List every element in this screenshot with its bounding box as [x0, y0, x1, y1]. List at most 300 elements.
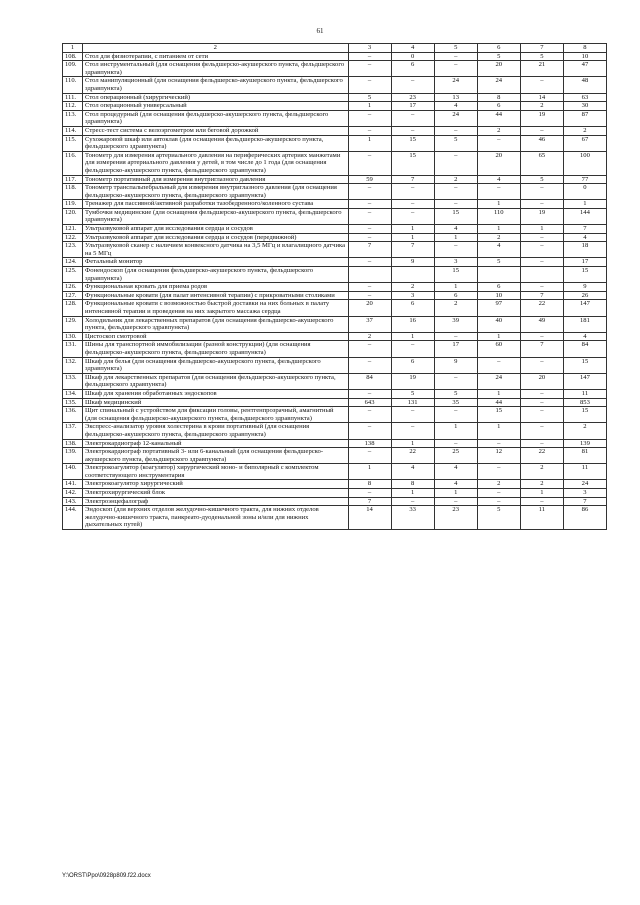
value-cell: –	[520, 497, 563, 506]
table-row	[63, 61, 607, 77]
value-cell: 110	[477, 208, 520, 224]
value-cell: 37	[348, 316, 391, 332]
value-cell: 22	[520, 448, 563, 464]
table-row	[63, 448, 607, 464]
value-cell: 77	[563, 175, 606, 184]
table-row	[63, 373, 607, 389]
table-row	[63, 341, 607, 357]
equipment-name: Эндоскоп (для верхних отделов желудочно-кишечного тракта, для нижних отделов желудочно-кишечного тракта, панкреато-дуоденальной зоны и/или для нижних дыхательных путей)	[83, 506, 348, 530]
header-cell: 3	[348, 44, 391, 53]
row-number: 140.	[63, 464, 83, 480]
value-cell: 5	[434, 135, 477, 151]
value-cell: 2	[434, 300, 477, 316]
table-row	[63, 233, 607, 242]
value-cell: –	[520, 184, 563, 200]
value-cell: –	[434, 373, 477, 389]
equipment-table	[62, 43, 607, 530]
equipment-name: Ультразвуковой сканер с наличием конвексного датчика на 3,5 МГц и влагалищного датчика на 5 МГц	[83, 242, 348, 258]
value-cell: 4	[434, 102, 477, 111]
equipment-name: Электроэнцефалограф	[83, 497, 348, 506]
row-number: 136.	[63, 407, 83, 423]
value-cell: 20	[477, 151, 520, 175]
value-cell: 6	[391, 357, 434, 373]
value-cell: 18	[563, 242, 606, 258]
table-row	[63, 184, 607, 200]
row-number: 118.	[63, 184, 83, 200]
row-number: 121.	[63, 225, 83, 234]
value-cell: 15	[563, 357, 606, 373]
value-cell: 21	[520, 61, 563, 77]
equipment-name: Тренажер для пассивной/активной разработки тазобедренного/коленного сустава	[83, 200, 348, 209]
value-cell: 1	[391, 332, 434, 341]
value-cell: 86	[563, 506, 606, 530]
row-number: 119.	[63, 200, 83, 209]
header-cell: 6	[477, 44, 520, 53]
row-number: 125.	[63, 267, 83, 283]
value-cell: 853	[563, 398, 606, 407]
value-cell: –	[348, 200, 391, 209]
value-cell: 46	[520, 135, 563, 151]
value-cell: –	[348, 77, 391, 93]
value-cell: –	[348, 341, 391, 357]
value-cell: –	[391, 341, 434, 357]
value-cell: –	[391, 407, 434, 423]
table-row	[63, 175, 607, 184]
row-number: 141.	[63, 480, 83, 489]
value-cell: 1	[477, 332, 520, 341]
value-cell: 47	[563, 61, 606, 77]
value-cell: 13	[434, 93, 477, 102]
table-row	[63, 77, 607, 93]
value-cell: 14	[520, 93, 563, 102]
equipment-name: Шкаф для хранения обработанных эндоскопов	[83, 389, 348, 398]
value-cell: –	[477, 184, 520, 200]
value-cell	[477, 267, 520, 283]
value-cell: 6	[391, 300, 434, 316]
value-cell: 39	[434, 316, 477, 332]
table-row	[63, 389, 607, 398]
row-number: 143.	[63, 497, 83, 506]
value-cell: 48	[563, 77, 606, 93]
value-cell: 1	[434, 423, 477, 439]
value-cell: 1	[391, 233, 434, 242]
row-number: 134.	[63, 389, 83, 398]
value-cell: –	[348, 126, 391, 135]
value-cell: 15	[434, 267, 477, 283]
table-row	[63, 151, 607, 175]
value-cell: 11	[563, 389, 606, 398]
value-cell: 0	[563, 184, 606, 200]
row-number: 131.	[63, 341, 83, 357]
value-cell: 20	[520, 373, 563, 389]
value-cell: 144	[563, 208, 606, 224]
value-cell: 20	[348, 300, 391, 316]
value-cell: 1	[434, 283, 477, 292]
value-cell: –	[520, 126, 563, 135]
row-number: 112.	[63, 102, 83, 111]
row-number: 110.	[63, 77, 83, 93]
value-cell: –	[391, 200, 434, 209]
value-cell: 8	[391, 480, 434, 489]
equipment-name: Фетальный монитор	[83, 258, 348, 267]
value-cell: –	[348, 184, 391, 200]
value-cell: 138	[348, 439, 391, 448]
value-cell: 65	[520, 151, 563, 175]
value-cell: 1	[348, 135, 391, 151]
value-cell: 8	[477, 93, 520, 102]
value-cell: 11	[520, 506, 563, 530]
table-row	[63, 126, 607, 135]
value-cell: 30	[563, 102, 606, 111]
value-cell: 1	[477, 200, 520, 209]
value-cell: 1	[477, 389, 520, 398]
header-cell: 1	[63, 44, 83, 53]
equipment-name: Тонометр портативный для измерения внутриглазного давления	[83, 175, 348, 184]
equipment-name: Электрокоагулятор хирургический	[83, 480, 348, 489]
row-number: 117.	[63, 175, 83, 184]
row-number: 123.	[63, 242, 83, 258]
value-cell: 25	[434, 448, 477, 464]
value-cell: 15	[563, 267, 606, 283]
value-cell: 9	[434, 357, 477, 373]
value-cell: –	[520, 258, 563, 267]
value-cell: 24	[434, 77, 477, 93]
equipment-name: Стол операционный универсальный	[83, 102, 348, 111]
row-number: 122.	[63, 233, 83, 242]
table-row	[63, 489, 607, 498]
table-row	[63, 110, 607, 126]
value-cell: –	[434, 332, 477, 341]
value-cell: –	[477, 357, 520, 373]
row-number: 132.	[63, 357, 83, 373]
table-row	[63, 332, 607, 341]
value-cell: –	[520, 242, 563, 258]
value-cell: –	[391, 208, 434, 224]
value-cell	[391, 267, 434, 283]
value-cell: 49	[520, 316, 563, 332]
equipment-name: Электрокардиограф 12-канальный	[83, 439, 348, 448]
equipment-name: Электрохирургический блок	[83, 489, 348, 498]
value-cell: 81	[563, 448, 606, 464]
value-cell: –	[391, 126, 434, 135]
value-cell: 2	[477, 233, 520, 242]
table-row	[63, 52, 607, 61]
value-cell: 1	[563, 200, 606, 209]
value-cell: 5	[520, 175, 563, 184]
value-cell: 139	[563, 439, 606, 448]
equipment-name: Щит спинальный с устройством для фиксации головы, рентгенпрозрачный, амагнитный (для оснащения фельдшерско-акушерского пункта, фельдшерского здравпункта)	[83, 407, 348, 423]
value-cell: 2	[477, 480, 520, 489]
header-cell: 4	[391, 44, 434, 53]
value-cell: 7	[520, 291, 563, 300]
value-cell: 33	[391, 506, 434, 530]
value-cell: 7	[348, 242, 391, 258]
row-number: 128.	[63, 300, 83, 316]
equipment-name: Стол для физиотерапии, с питанием от сети	[83, 52, 348, 61]
value-cell: –	[434, 407, 477, 423]
row-number: 115.	[63, 135, 83, 151]
value-cell: 1	[520, 489, 563, 498]
row-number: 127.	[63, 291, 83, 300]
value-cell: 3	[391, 291, 434, 300]
value-cell: 7	[520, 341, 563, 357]
value-cell: –	[391, 110, 434, 126]
value-cell: –	[348, 151, 391, 175]
equipment-name: Сухожаровой шкаф или автоклав (для оснащения фельдшерско-акушерского пункта, фельдшерского здравпункта)	[83, 135, 348, 151]
equipment-name: Тонометр транспальпебральный для измерения внутриглазного давления (для оснащения фельдшерско-акушерского пункта, фельдшерского здравпункта)	[83, 184, 348, 200]
value-cell: 40	[477, 316, 520, 332]
row-number: 142.	[63, 489, 83, 498]
row-number: 144.	[63, 506, 83, 530]
value-cell: 6	[391, 61, 434, 77]
value-cell: 19	[520, 208, 563, 224]
value-cell: –	[520, 389, 563, 398]
value-cell: 17	[434, 341, 477, 357]
table-row	[63, 398, 607, 407]
value-cell: 4	[434, 480, 477, 489]
value-cell: –	[520, 423, 563, 439]
row-number: 109.	[63, 61, 83, 77]
value-cell: –	[477, 439, 520, 448]
value-cell: –	[520, 439, 563, 448]
value-cell: –	[348, 489, 391, 498]
table-row	[63, 497, 607, 506]
table-row	[63, 258, 607, 267]
page-number: 61	[316, 27, 324, 35]
value-cell: 60	[477, 341, 520, 357]
equipment-name: Фонендоскоп (для оснащения фельдшерско-акушерского пункта, фельдшерского здравпункта)	[83, 267, 348, 283]
equipment-name: Стресс-тест система с велоэргометром или беговой дорожкой	[83, 126, 348, 135]
table-row	[63, 135, 607, 151]
value-cell: –	[477, 489, 520, 498]
value-cell: 7	[563, 497, 606, 506]
value-cell: 1	[391, 225, 434, 234]
table-row	[63, 102, 607, 111]
equipment-name: Ультразвуковой аппарат для исследования сердца и сосудов (передвижной)	[83, 233, 348, 242]
equipment-name: Цистоскоп смотровой	[83, 332, 348, 341]
value-cell: –	[348, 110, 391, 126]
value-cell: 23	[434, 506, 477, 530]
value-cell: –	[520, 357, 563, 373]
table-row	[63, 291, 607, 300]
value-cell: 7	[391, 175, 434, 184]
table-row	[63, 208, 607, 224]
row-number: 114.	[63, 126, 83, 135]
equipment-name: Шкаф для белья (для оснащения фельдшерско-акушерского пункта, фельдшерского здравпункта)	[83, 357, 348, 373]
value-cell: 2	[477, 126, 520, 135]
table-row	[63, 506, 607, 530]
header-cell: 7	[520, 44, 563, 53]
value-cell: 84	[348, 373, 391, 389]
row-number: 113.	[63, 110, 83, 126]
table-row	[63, 357, 607, 373]
value-cell: –	[477, 135, 520, 151]
value-cell: 12	[477, 448, 520, 464]
value-cell: 44	[477, 110, 520, 126]
equipment-name: Функциональная кровать для приема родов	[83, 283, 348, 292]
value-cell: 20	[477, 61, 520, 77]
row-number: 124.	[63, 258, 83, 267]
value-cell: 1	[477, 225, 520, 234]
equipment-name: Холодильник для лекарственных препаратов (для оснащения фельдшерско-акушерского пункта, фельдшерского здравпункта)	[83, 316, 348, 332]
value-cell: 131	[391, 398, 434, 407]
value-cell: 0	[391, 52, 434, 61]
value-cell: 2	[434, 175, 477, 184]
value-cell: –	[434, 242, 477, 258]
value-cell: 35	[434, 398, 477, 407]
value-cell: 1	[520, 225, 563, 234]
value-cell	[348, 267, 391, 283]
value-cell: 9	[391, 258, 434, 267]
value-cell: 4	[434, 464, 477, 480]
value-cell: 15	[477, 407, 520, 423]
header-cell: 2	[83, 44, 348, 53]
value-cell: 2	[391, 283, 434, 292]
row-number: 135.	[63, 398, 83, 407]
row-number: 139.	[63, 448, 83, 464]
table-row	[63, 93, 607, 102]
value-cell: 15	[391, 151, 434, 175]
header-cell: 5	[434, 44, 477, 53]
value-cell: 4	[391, 464, 434, 480]
value-cell: 23	[391, 93, 434, 102]
table-row	[63, 423, 607, 439]
table-row	[63, 464, 607, 480]
value-cell: –	[391, 423, 434, 439]
value-cell: 24	[477, 77, 520, 93]
value-cell: –	[520, 200, 563, 209]
value-cell: 4	[477, 242, 520, 258]
value-cell: 181	[563, 316, 606, 332]
equipment-name: Электрокоагулятор (коагулятор) хирургический моно- и биполярный с комплектом соответствующего инструментария	[83, 464, 348, 480]
value-cell: –	[477, 464, 520, 480]
value-cell: 5	[391, 389, 434, 398]
row-number: 130.	[63, 332, 83, 341]
row-number: 120.	[63, 208, 83, 224]
value-cell: –	[348, 283, 391, 292]
value-cell: –	[520, 407, 563, 423]
table-header-row	[63, 44, 607, 53]
equipment-name: Стол манипуляционный (для оснащения фельдшерско-акушерского пункта, фельдшерского здравпункта)	[83, 77, 348, 93]
value-cell: 4	[563, 332, 606, 341]
value-cell: 22	[520, 300, 563, 316]
equipment-name: Функциональные кровати с возможностью быстрой доставки на них больных в палату интенсивной терапии и проведения на них закрытого массажа сердца	[83, 300, 348, 316]
value-cell: 7	[563, 225, 606, 234]
value-cell: 24	[434, 110, 477, 126]
value-cell: 5	[477, 506, 520, 530]
value-cell: 6	[477, 283, 520, 292]
value-cell: 97	[477, 300, 520, 316]
table-row	[63, 225, 607, 234]
value-cell: 24	[477, 373, 520, 389]
value-cell: 2	[520, 480, 563, 489]
value-cell: –	[520, 332, 563, 341]
row-number: 111.	[63, 93, 83, 102]
equipment-name: Шкаф для лекарственных препаратов (для оснащения фельдшерско-акушерского пункта, фельдшерского здравпункта)	[83, 373, 348, 389]
value-cell: 147	[563, 373, 606, 389]
value-cell: 2	[563, 126, 606, 135]
value-cell: –	[348, 423, 391, 439]
equipment-name: Шины для транспортной иммобилизации (разной конструкции) (для оснащения фельдшерско-акушерского пункта, фельдшерского здравпункта)	[83, 341, 348, 357]
value-cell: 17	[563, 258, 606, 267]
table-row	[63, 267, 607, 283]
value-cell: 16	[391, 316, 434, 332]
equipment-name: Экспресс-анализатор уровня холестерина в крови портативный (для оснащения фельдшерско-акушерского пункта, фельдшерского здравпункта)	[83, 423, 348, 439]
value-cell: 2	[348, 332, 391, 341]
value-cell: –	[348, 61, 391, 77]
value-cell: 8	[348, 480, 391, 489]
value-cell: –	[434, 439, 477, 448]
value-cell: –	[348, 448, 391, 464]
value-cell: –	[434, 200, 477, 209]
value-cell: 15	[563, 407, 606, 423]
row-number: 129.	[63, 316, 83, 332]
value-cell: 1	[348, 102, 391, 111]
row-number: 108.	[63, 52, 83, 61]
value-cell: 10	[563, 52, 606, 61]
value-cell: 11	[563, 464, 606, 480]
value-cell: 147	[563, 300, 606, 316]
value-cell: 1	[477, 423, 520, 439]
row-number: 116.	[63, 151, 83, 175]
value-cell: –	[434, 151, 477, 175]
header-cell: 8	[563, 44, 606, 53]
value-cell: –	[434, 184, 477, 200]
table-row	[63, 200, 607, 209]
value-cell: –	[348, 52, 391, 61]
value-cell: –	[348, 407, 391, 423]
value-cell	[520, 267, 563, 283]
value-cell: –	[434, 126, 477, 135]
value-cell: 10	[477, 291, 520, 300]
value-cell: 6	[434, 291, 477, 300]
value-cell: 15	[391, 135, 434, 151]
footer-file-path: Y:\ORST\Ppo\0928p809.f22.docx	[62, 873, 151, 879]
value-cell: 1	[391, 489, 434, 498]
value-cell: –	[520, 233, 563, 242]
table-row	[63, 316, 607, 332]
table-row	[63, 439, 607, 448]
value-cell: –	[391, 77, 434, 93]
table-row	[63, 407, 607, 423]
value-cell: 100	[563, 151, 606, 175]
equipment-name: Ультразвуковой аппарат для исследования сердца и сосудов	[83, 225, 348, 234]
equipment-name: Стол операционный (хирургический)	[83, 93, 348, 102]
value-cell: –	[348, 208, 391, 224]
value-cell: 2	[520, 464, 563, 480]
value-cell: –	[348, 389, 391, 398]
row-number: 138.	[63, 439, 83, 448]
value-cell: 2	[563, 423, 606, 439]
value-cell: 2	[520, 102, 563, 111]
value-cell: –	[520, 77, 563, 93]
value-cell: 22	[391, 448, 434, 464]
value-cell: 6	[477, 102, 520, 111]
value-cell: 643	[348, 398, 391, 407]
table-row	[63, 242, 607, 258]
equipment-name: Функциональные кровати (для палат интенсивной терапии) с прикроватными столиками	[83, 291, 348, 300]
value-cell: 4	[477, 175, 520, 184]
value-cell: –	[348, 258, 391, 267]
value-cell: –	[477, 497, 520, 506]
value-cell: 17	[391, 102, 434, 111]
table-row	[63, 283, 607, 292]
equipment-name: Тумбочки медицинские (для оснащения фельдшерско-акушерского пункта, фельдшерского здравпункта)	[83, 208, 348, 224]
value-cell: 24	[563, 480, 606, 489]
value-cell: 9	[563, 283, 606, 292]
value-cell: 5	[348, 93, 391, 102]
value-cell: 15	[434, 208, 477, 224]
